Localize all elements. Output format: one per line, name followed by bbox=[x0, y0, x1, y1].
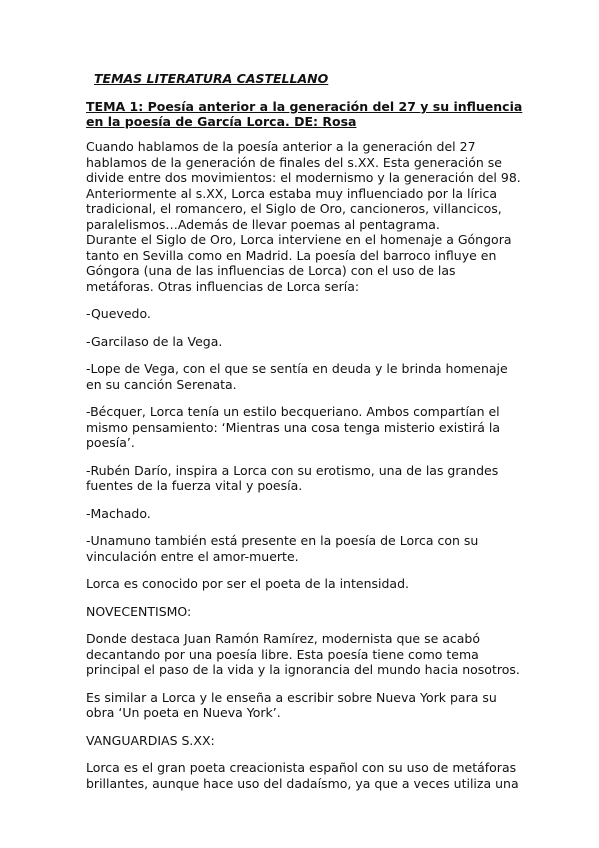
paragraph-becquer bbox=[86, 404, 526, 451]
text-line: -Rubén Darío, inspira a Lorca con su erotismo, una de las grandes bbox=[86, 462, 499, 478]
text-line: NOVECENTISMO: bbox=[86, 603, 192, 619]
text-line: fuentes de la fuerza vital y poesía. bbox=[86, 478, 303, 493]
text-line: -Lope de Vega, con el que se sentía en deuda y le brinda homenaje bbox=[86, 361, 508, 376]
text-line: Anteriormente al s.XX, Lorca estaba muy influenciado por la lírica bbox=[86, 185, 498, 201]
paragraph-quevedo bbox=[86, 306, 526, 322]
topic-heading-line: en la poesía de García Lorca. DE: Rosa bbox=[86, 114, 357, 129]
text-line: brillantes, aunque hace uso del dadaísmo, ya que a veces utiliza una bbox=[86, 775, 519, 791]
text-line: obra ‘Un poeta en Nueva York’. bbox=[86, 705, 281, 720]
text-line: divide entre dos movimientos: el modernismo y la generación del 98. bbox=[86, 170, 521, 185]
text-line: paralelismos…Además de llevar poemas al pentagrama. bbox=[86, 216, 440, 232]
text-line: Durante el Siglo de Oro, Lorca interviene en el homenaje a Góngora bbox=[86, 232, 512, 247]
text-line: en su canción Serenata. bbox=[86, 376, 237, 392]
text-line: Góngora (una de las influencias de Lorca) con el uso de las bbox=[86, 263, 456, 278]
paragraph-juan-ramon bbox=[86, 631, 526, 678]
text-line: metáforas. Otras influencias de Lorca sería: bbox=[86, 278, 360, 294]
text-line: hablamos de la generación de finales del s.XX. Esta generación se bbox=[86, 154, 502, 170]
text-line: Lorca es el gran poeta creacionista español con su uso de metáforas bbox=[86, 760, 517, 775]
paragraph-creacionismo bbox=[86, 760, 526, 791]
text-line: VANGUARDIAS S.XX: bbox=[86, 732, 215, 748]
text-line: Lorca es conocido por ser el poeta de la intensidad. bbox=[86, 576, 409, 591]
paragraph-machado bbox=[86, 506, 526, 522]
section-heading-novecentismo bbox=[86, 604, 526, 620]
text-line: -Quevedo. bbox=[86, 306, 151, 321]
text-line: Es similar a Lorca y le enseña a escribir sobre Nueva York para su bbox=[86, 689, 497, 705]
document-title: TEMAS LITERATURA CASTELLANO bbox=[94, 71, 329, 86]
text-line: mismo pensamiento: ‘Mientras una cosa tenga misterio existirá la bbox=[86, 419, 501, 435]
paragraph-intro bbox=[86, 139, 526, 294]
paragraph-unamuno bbox=[86, 533, 526, 564]
text-line: Cuando hablamos de la poesía anterior a la generación del 27 bbox=[86, 139, 476, 154]
text-line: Donde destaca Juan Ramón Ramírez, modernista que se acabó bbox=[86, 631, 481, 646]
text-line: poesía’. bbox=[86, 435, 135, 450]
text-line: tanto en Sevilla como en Madrid. La poesía del barroco influye en bbox=[86, 247, 497, 263]
text-line: -Machado. bbox=[86, 505, 151, 521]
paragraph-garcilaso bbox=[86, 334, 526, 350]
paragraph-nueva-york bbox=[86, 690, 526, 721]
text-line: -Bécquer, Lorca tenía un estilo becqueriano. Ambos compartían el bbox=[86, 404, 500, 419]
text-line: vinculación entre el amor-muerte. bbox=[86, 548, 299, 564]
section-heading-vanguardias bbox=[86, 733, 526, 749]
text-line: -Garcilaso de la Vega. bbox=[86, 333, 223, 349]
text-line: principal el paso de la vida y la ignorancia del mundo hacia nosotros. bbox=[86, 662, 520, 677]
text-line: tradicional, el romancero, el Siglo de Oro, cancioneros, villancicos, bbox=[86, 201, 502, 216]
text-line: decantando por una poesía libre. Esta poesía tiene como tema bbox=[86, 646, 479, 662]
topic-heading bbox=[86, 99, 526, 129]
paragraph-intensidad bbox=[86, 576, 526, 592]
paragraph-ruben-dario bbox=[86, 463, 526, 494]
topic-heading-line: TEMA 1: Poesía anterior a la generación del 27 y su influencia bbox=[86, 99, 523, 114]
text-line: -Unamuno también está presente en la poesía de Lorca con su bbox=[86, 533, 479, 548]
document-body bbox=[86, 139, 526, 791]
paragraph-lope-de-vega bbox=[86, 361, 526, 392]
